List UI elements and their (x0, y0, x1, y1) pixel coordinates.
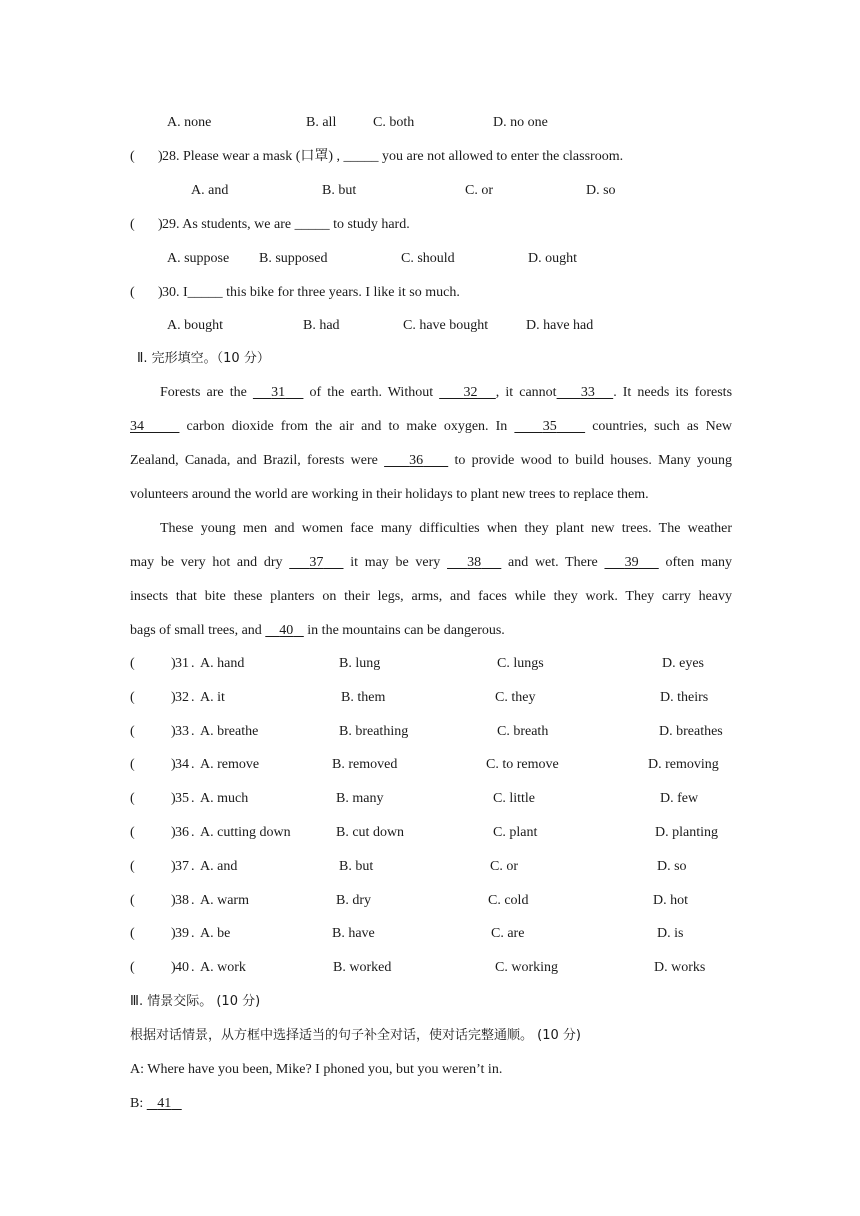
blank-36[interactable]: 36 (409, 453, 424, 468)
option-d: D. few (660, 791, 699, 807)
answer-paren-close: ) (171, 892, 176, 908)
option-d: D. eyes (662, 656, 704, 671)
option-c: C. little (493, 791, 535, 807)
question-number: 34 (175, 757, 189, 773)
option-d: D. hot (653, 892, 688, 908)
passage-line: Zealand, Canada, and Brazil, forests were 36 to provide wood to build houses. Many young (130, 453, 733, 468)
option-d: D. so (586, 183, 616, 198)
option-c: C. plant (493, 825, 538, 840)
option-a: A. and (200, 858, 238, 874)
question-number: 37 (175, 858, 189, 874)
question-number: 38 (175, 892, 189, 908)
option-b: B. supposed (259, 251, 328, 266)
blank-31[interactable]: 31 (271, 385, 286, 400)
option-a: A. and (191, 183, 229, 198)
answer-paren-open[interactable]: ( (130, 656, 135, 671)
dialog-line-a: A: Where have you been, Mike? I phoned you, but you weren’t in. (130, 1062, 503, 1077)
question-number: 31 (175, 656, 189, 671)
section-3-heading: Ⅲ. 情景交际。 (10 分) (130, 994, 261, 1009)
option-c: C. are (491, 926, 525, 942)
option-b: B. cut down (336, 825, 405, 840)
answer-paren-close: ) (158, 149, 163, 164)
answer-paren-close: ) (171, 757, 176, 773)
option-b: B. worked (333, 960, 392, 976)
passage-line: bags of small trees, and 40 in the mountains can be dangerous. (130, 623, 505, 638)
answer-paren-close: ) (171, 689, 176, 705)
option-d: D. ought (528, 251, 577, 266)
option-b: B. but (322, 183, 357, 198)
blank-38[interactable]: 38 (467, 555, 482, 570)
answer-paren-open[interactable]: ( (130, 217, 135, 232)
option-d: D. no one (493, 115, 548, 130)
option-a: A. cutting down (200, 825, 291, 840)
question-number: 39 (175, 926, 189, 942)
section-2-heading: Ⅱ. 完形填空。（10 分） (137, 351, 270, 366)
blank-33[interactable]: 33 (580, 385, 595, 400)
answer-paren-close: ) (171, 723, 176, 739)
option-c: C. lungs (497, 656, 544, 671)
option-c: C. they (495, 689, 536, 705)
question-stem: 28. Please wear a mask (口罩) , _____ you are not allowed to enter the classroom. (162, 149, 624, 164)
option-a: A. warm (200, 892, 249, 908)
option-c: C. should (401, 251, 455, 266)
option-c: C. or (465, 183, 493, 198)
option-d: D. have had (526, 318, 594, 333)
answer-paren-open[interactable]: ( (130, 285, 135, 300)
question-stem: 29. As students, we are _____ to study hard. (162, 217, 410, 232)
answer-paren-close: ) (171, 926, 176, 942)
option-d: D. theirs (660, 689, 709, 705)
question-number: 33 (175, 723, 189, 739)
option-d: D. works (654, 960, 706, 976)
passage-line: 34 carbon dioxide from the air and to make oxygen. In 35 countries, such as New (130, 419, 733, 434)
option-a: A. be (200, 926, 231, 942)
option-a: A. much (200, 791, 249, 807)
answer-paren-open[interactable]: ( (130, 791, 135, 807)
option-c: C. breath (497, 723, 549, 739)
passage-line: may be very hot and dry 37 it may be very 38 and wet. There 39 often many (130, 555, 733, 570)
option-c: C. to remove (486, 757, 559, 773)
question-number-dot: . (191, 825, 195, 840)
option-a: A. suppose (167, 251, 230, 266)
question-stem: 30. I_____ this bike for three years. I like it so much. (162, 285, 460, 300)
blank-39[interactable]: 39 (624, 555, 639, 570)
answer-paren-open[interactable]: ( (130, 723, 135, 739)
option-d: D. is (657, 926, 684, 942)
passage-line: insects that bite these planters on their legs, arms, and faces while they work. They carry heavy (130, 589, 732, 604)
question-number-dot: . (191, 757, 195, 773)
option-a: A. it (200, 689, 225, 705)
answer-paren-open[interactable]: ( (130, 858, 135, 874)
answer-paren-close: ) (171, 858, 176, 874)
section-3-instruction: 根据对话情景，从方框中选择适当的句子补全对话，使对话完整通顺。 (10 分) (130, 1028, 581, 1043)
dialog-line-b: B: 41 (130, 1095, 182, 1113)
option-d: D. planting (655, 825, 718, 840)
option-c: C. cold (488, 892, 529, 908)
answer-paren-close: ) (171, 960, 176, 976)
option-b: B. many (336, 791, 384, 807)
option-b: B. lung (339, 656, 381, 671)
option-b: B. them (341, 689, 386, 705)
option-b: B. removed (332, 757, 398, 773)
passage-line: volunteers around the world are working in their holidays to plant new trees to replace them. (130, 487, 649, 502)
option-a: A. none (167, 115, 212, 130)
answer-paren-close: ) (158, 285, 163, 300)
passage-line: These young men and women face many difficulties when they plant new trees. The weather (160, 521, 732, 536)
question-number-dot: . (191, 689, 195, 705)
option-b: B. all (306, 115, 337, 130)
option-b: B. breathing (339, 723, 409, 739)
answer-paren-open[interactable]: ( (130, 149, 135, 164)
question-number-dot: . (191, 723, 195, 739)
answer-paren-open[interactable]: ( (130, 960, 135, 976)
answer-paren-open[interactable]: ( (130, 926, 135, 942)
option-a: A. hand (200, 656, 245, 671)
answer-paren-close: ) (171, 656, 176, 671)
option-b: B. but (339, 858, 374, 874)
option-c: C. both (373, 115, 415, 130)
answer-paren-close: ) (158, 217, 163, 232)
blank-34[interactable]: 34 (130, 419, 144, 434)
answer-paren-open[interactable]: ( (130, 689, 135, 705)
option-b: B. dry (336, 892, 371, 908)
blank-40[interactable]: 40 (279, 623, 294, 638)
question-number-dot: . (191, 858, 195, 874)
question-number: 36 (175, 825, 189, 840)
option-a: A. work (200, 960, 246, 976)
option-d: D. removing (648, 757, 719, 773)
question-number-dot: . (191, 892, 195, 908)
question-number: 32 (175, 689, 189, 705)
answer-paren-close: ) (171, 825, 176, 840)
answer-paren-open[interactable]: ( (130, 892, 135, 908)
question-number-dot: . (191, 960, 195, 976)
answer-paren-close: ) (171, 791, 176, 807)
blank-35[interactable]: 35 (542, 419, 557, 434)
option-c: C. or (490, 858, 518, 874)
option-d: D. so (657, 858, 687, 874)
question-number: 35 (175, 791, 189, 807)
question-number-dot: . (191, 926, 195, 942)
option-b: B. had (303, 318, 340, 333)
answer-paren-open[interactable]: ( (130, 757, 135, 773)
question-number: 40 (175, 960, 189, 976)
question-number-dot: . (191, 656, 195, 671)
option-a: A. remove (200, 757, 260, 773)
blank-37[interactable]: 37 (309, 555, 324, 570)
blank-32[interactable]: 32 (463, 385, 478, 400)
answer-paren-open[interactable]: ( (130, 825, 135, 840)
option-a: A. breathe (200, 723, 259, 739)
option-c: C. working (495, 960, 558, 976)
passage-line: Forests are the 31 of the earth. Without 32 , it cannot 33 . It needs its forests (160, 385, 733, 400)
question-number-dot: . (191, 791, 195, 807)
option-b: B. have (332, 926, 375, 942)
option-c: C. have bought (403, 318, 489, 333)
blank-41[interactable]: 41 (157, 1096, 172, 1111)
option-d: D. breathes (659, 723, 723, 739)
option-a: A. bought (167, 318, 223, 333)
